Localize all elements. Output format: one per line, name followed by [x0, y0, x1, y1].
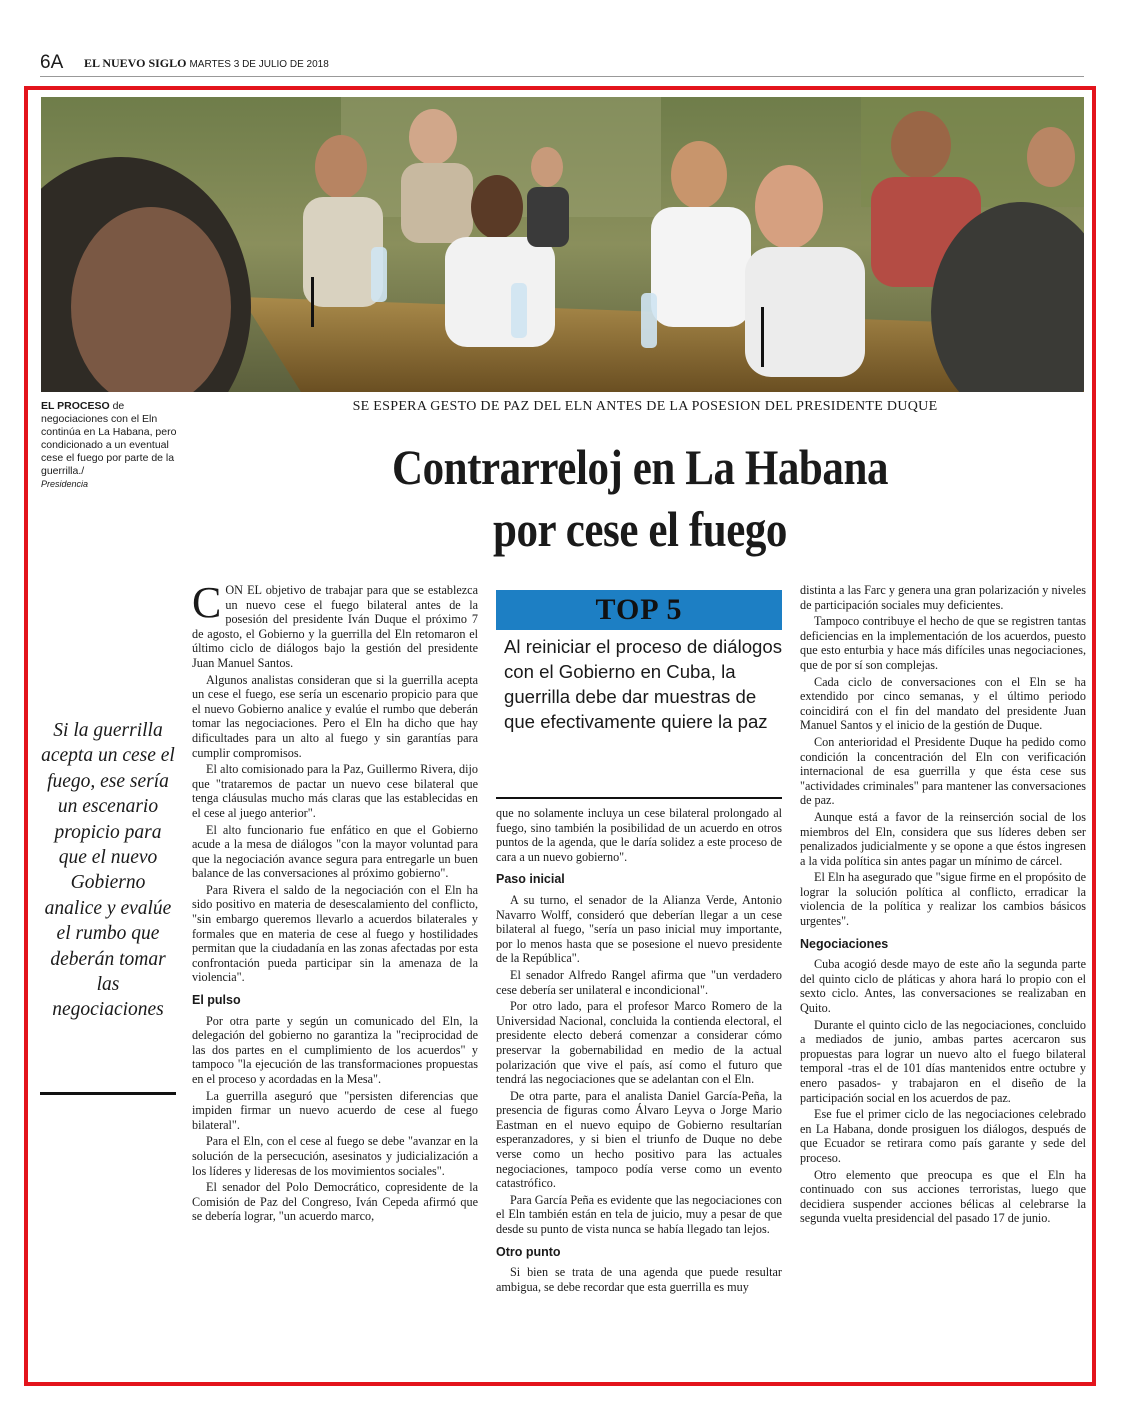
- top5-label: TOP 5: [595, 593, 683, 626]
- article-column-2: [496, 806, 782, 1296]
- kicker: SE ESPERA GESTO DE PAZ DEL ELN ANTES DE LA POSESION DEL PRESIDENTE DUQUE: [352, 399, 938, 414]
- paragraph: El alto comisionado para la Paz, Guillermo Rivera, dijo que "trataremos de pactar un nuevo cese bilateral que tenga cláusulas mucho más claras que las establecidas en el cese al juego anterior".: [192, 762, 478, 820]
- page-number: 6A: [40, 52, 64, 73]
- paragraph: Para García Peña es evidente que las negociaciones con el Eln también están en tela de juicio, muy a pesar de que desde su punto de vista nunca se había llegado tan lejos.: [496, 1192, 782, 1237]
- subheading: Otro punto: [496, 1244, 561, 1259]
- drop-cap: C: [192, 578, 222, 627]
- paragraph: El senador del Polo Democrático, copresidente de la Comisión de Paz del Congreso, Iván Cepeda afirmó que se debería lograr, "un acuerdo marco,: [192, 1180, 478, 1224]
- paragraph: El senador Alfredo Rangel afirma que "un verdadero cese debería ser unilateral e incondicional".: [496, 967, 782, 997]
- paragraph: Por otro lado, para el profesor Marco Romero de la Universidad Nacional, concluida la contienda electoral, el presidente electo deberá comenzar a considerar cómo preservar la gobernabilidad en medio de la actual polarización que vive el país, así como el futuro que tendrá las negociaciones que se adelantan con el Eln.: [496, 999, 782, 1087]
- paragraph: Aunque está a favor de la reinserción social de los miembros del Eln, considera que sus líderes deben ser penalizados judicialmente y se opone a que éstos ingresen a la vida política sin antes pagar un mínimo de cárcel.: [800, 809, 1086, 868]
- masthead: [40, 52, 1084, 77]
- top5-banner: [496, 590, 782, 630]
- paper-date: MARTES 3 DE JULIO DE 2018: [189, 59, 329, 70]
- paragraph: Cuba acogió desde mayo de este año la segunda parte del quinto ciclo de pláticas y ahora hará lo propio con el sexto ciclo. Antes, las conversaciones se realizaban en Quito.: [800, 957, 1086, 1016]
- paragraph: Para el Eln, con el cese al fuego se debe "avanzar en la solución de la persecución, asesinatos y judicialización a los líderes y lideresas de los movimientos sociales".: [192, 1134, 478, 1178]
- paragraph: [192, 578, 478, 671]
- headline-line-2: por cese el fuego: [492, 501, 788, 557]
- headline: [270, 436, 1010, 560]
- paragraph: Otro elemento que preocupa es que el Eln ha continuado con sus acciones terroristas, luego que decidiera suspender acciones bélicas al celebrarse la segunda vuelta presidencial del pasado 17 de junio.: [800, 1167, 1086, 1226]
- photo-caption: [41, 400, 191, 491]
- paragraph: distinta a las Farc y genera una gran polarización y niveles de participación sociales muy deficientes.: [800, 583, 1086, 612]
- paper-name: [84, 56, 329, 71]
- subheading: Negociaciones: [800, 936, 889, 951]
- paragraph: De otra parte, para el analista Daniel García-Peña, la presencia de figuras como Álvaro Leyva o Jorge Mario Eastman en el nuevo equipo de Gobierno resultarían esperanzadores, y si bien el triunfo de Duque no debe verse como un hecho positivo para las actuales negociaciones, tampoco podía verse como un evento catastrófico.: [496, 1088, 782, 1191]
- paragraph: El alto funcionario fue enfático en que el Gobierno acude a la mesa de diálogos "con la mayor voluntad para que la negociación avance segura para entregarle un buen balance de las conversaciones al próximo gobierno".: [192, 822, 478, 881]
- paragraph: La guerrilla aseguró que "persisten diferencias que impiden firmar un nuevo acuerdo de cese al fuego bilateral".: [192, 1088, 478, 1132]
- pull-quote: Si la guerrilla acepta un cese el fuego, ese sería un escenario propicio para que el nuevo Gobierno analice y evalúe el rumbo que deberán tomar las negociaciones: [41, 720, 175, 1021]
- paragraph: que no solamente incluya un cese bilateral prolongado al fuego, sino también la posibilidad de un acuerdo en otros puntos de la agenda, que le daría solidez a este proceso de cara a un nuevo gobierno".: [496, 806, 782, 864]
- caption-lead: EL PROCESO: [41, 400, 110, 412]
- caption-credit: Presidencia: [41, 479, 89, 489]
- paragraph: Ese fue el primer ciclo de las negociaciones celebrado en La Habana, donde prosiguen los diálogos, después de que Ecuador se retirara como país garante y sede del proceso.: [800, 1107, 1086, 1165]
- pull-quote-rule: [40, 1092, 176, 1095]
- paragraph: Si bien se trata de una agenda que puede resultar ambigua, se debe recordar que esta guerrilla es muy: [496, 1265, 782, 1294]
- paragraph: Para Rivera el saldo de la negociación con el Eln ha sido positivo en materia de desescalamiento del conflicto, "sin embargo queremos llevarlo a acuerdos bilaterales y formales que en materia de cese al fuego y hostilidades permitan que la ciudadanía en las zonas afectadas por esta confrontación pueda participar sin la amenaza de la violencia".: [192, 882, 478, 985]
- paragraph: A su turno, el senador de la Alianza Verde, Antonio Navarro Wolff, consideró que deberían llegar a un cese bilateral al fuego, "sería un paso inicial muy importante, por lo menos hasta que se posesione el nuevo presidente de la República".: [496, 892, 782, 966]
- article-column-1: [192, 578, 478, 1226]
- meeting-photo-icon: [41, 97, 1084, 392]
- paragraph: Por otra parte y según un comunicado del Eln, la delegación del gobierno no garantiza la "reciprocidad de las dos partes en el cumplimiento de los acuerdos" y tampoco "la ejecución de las transformaciones propuestas en el proceso y acordadas en la Mesa".: [192, 1013, 478, 1086]
- caption-text: de negociaciones con el Eln continúa en La Habana, pero condicionado a un eventual cese el fuego por parte de la guerrilla./: [41, 400, 177, 477]
- paragraph: Con anterioridad el Presidente Duque ha pedido como condición la concentración del Eln con verificación internacional de esa guerrilla y que ésta cese sus "actividades criminales" para mantener las conversaciones de paz.: [800, 734, 1086, 808]
- paragraph: Tampoco contribuye el hecho de que se registren tantas deficiencias en la implementación de los acuerdos, puesto que esto enturbia y hace más difíciles unas negociaciones, que de por sí son complejas.: [800, 614, 1086, 672]
- paragraph: Durante el quinto ciclo de las negociaciones, concluido a mediados de junio, ambas partes acercaron sus propuestas para lograr un nuevo alto el fuego bilateral temporal -tras el de 101 días mantenidos entre octubre y enero pasados- y trabajaron en el diseño de la participación social en los acuerdos de paz.: [800, 1017, 1086, 1105]
- paragraph-text: ON EL objetivo de trabajar para que se establezca un nuevo cese el fuego bilateral antes de la posesión del presidente Iván Duque el próximo 7 de agosto, el Gobierno y la guerrilla del Eln retomaron el último ciclo de diálogos bajo la gestión del presidente Juan Manuel Santos.: [192, 583, 478, 670]
- subheading: El pulso: [192, 993, 241, 1008]
- top5-text: Al reiniciar el proceso de diálogos con el Gobierno en Cuba, la guerrilla debe dar muestras de que efectivamente quiere la paz: [504, 636, 783, 732]
- subheading: Paso inicial: [496, 872, 565, 887]
- paragraph: El Eln ha asegurado que "sigue firme en el propósito de lograr la solución política al conflicto, erradicar la violencia de la política y realizar los cambios básicos urgentes".: [800, 870, 1086, 929]
- paragraph: Cada ciclo de conversaciones con el Eln se ha extendido por cinco semanas, y el último periodo coincidirá con el fin del mandato del presidente Juan Manuel Santos y el inicio de la gestión de Duque.: [800, 674, 1086, 733]
- top5-rule: [496, 797, 782, 799]
- article-column-3: [800, 583, 1086, 1228]
- paper-title: EL NUEVO SIGLO: [84, 56, 187, 70]
- paragraph: Algunos analistas consideran que si la guerrilla acepta un cese el fuego, ese sería un escenario propicio para que el nuevo Gobierno analice y evalúe el rumbo que deberán tomar las negociaciones. Pero el Eln ha dicho que hay dificultades para un alto al fuego y sin garantías para cumplir compromisos.: [192, 672, 478, 760]
- headline-line-1: Contrarreloj en La Habana: [391, 439, 889, 495]
